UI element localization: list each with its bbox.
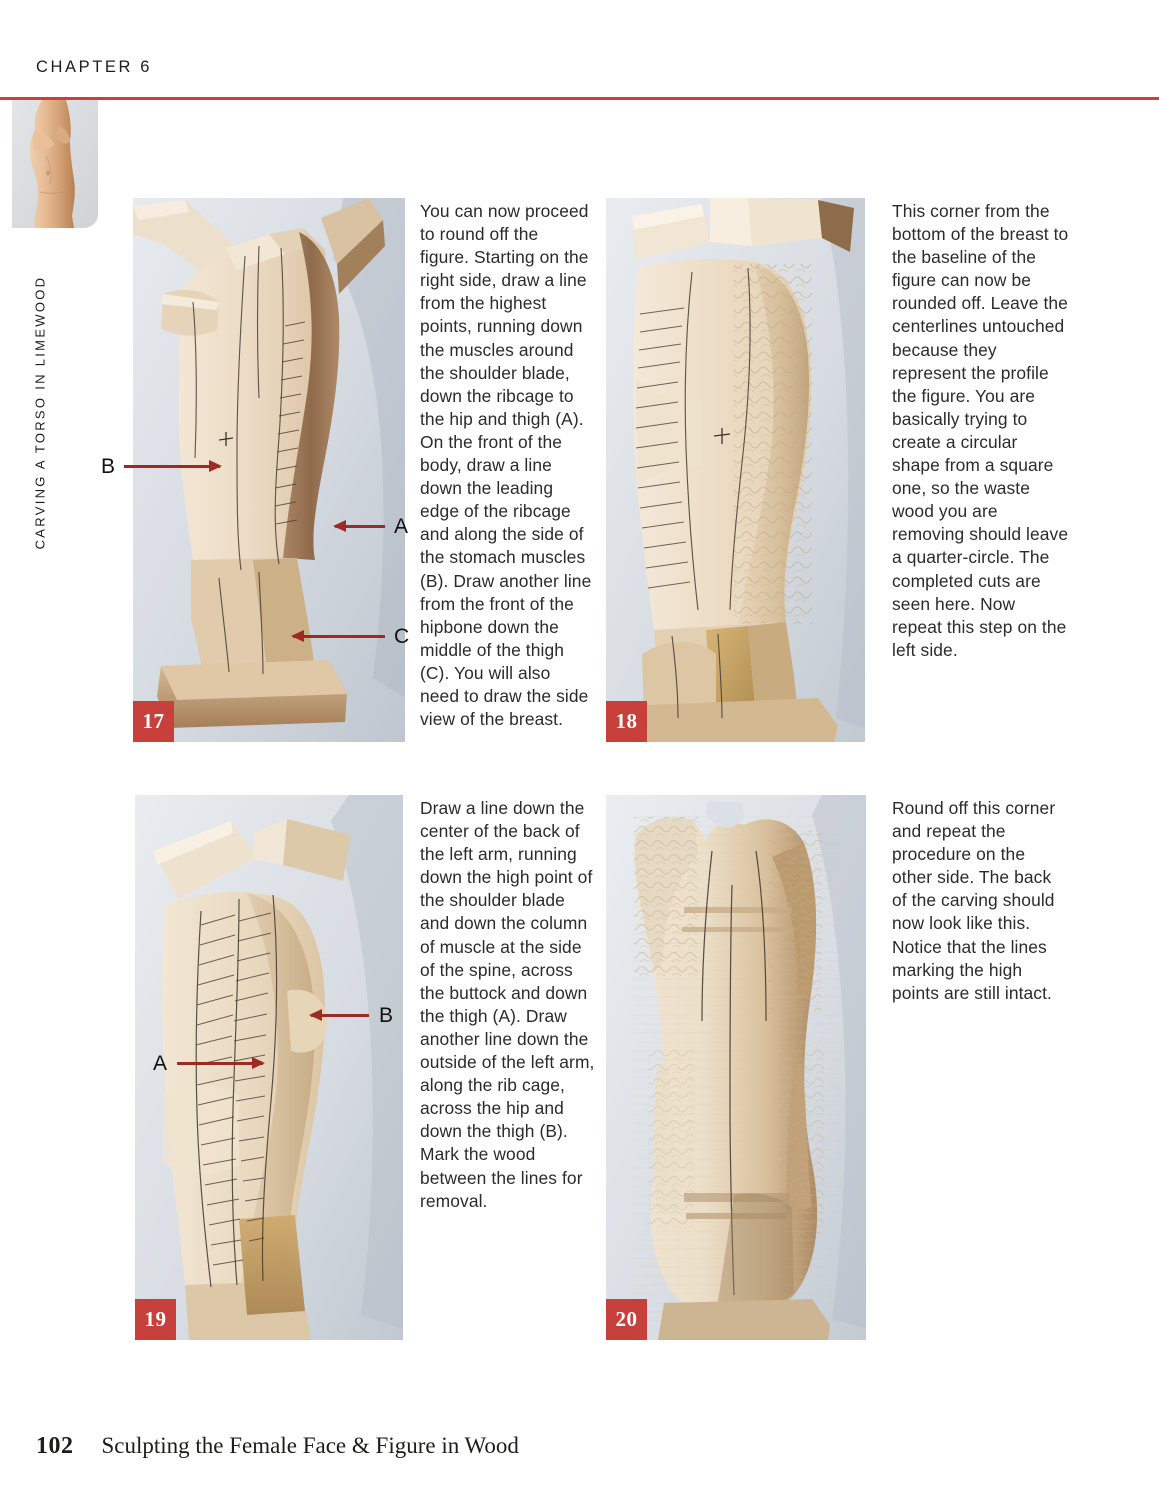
annotation-label: C [394, 625, 410, 648]
figure-20-photo [606, 795, 866, 1340]
annotation-label: A [153, 1052, 168, 1075]
annotation-b-figure-17 [101, 456, 220, 477]
figure-18 [606, 198, 865, 742]
book-title: Sculpting the Female Face & Figure in Wood [101, 1433, 519, 1458]
annotation-b-figure-19 [311, 1005, 393, 1026]
annotation-a-figure-17 [335, 516, 408, 537]
figure-number-badge: 17 [133, 701, 174, 742]
arrow-left-icon [335, 525, 385, 528]
header-rule [0, 97, 1159, 100]
arrow-left-icon [293, 635, 385, 638]
figure-18-caption: This corner from the bottom of the breast to the baseline of the figure can now be rounded off. Leave the centerlines untouched because they represent the profile the figure. You are basically trying to create a circular shape from a square one, so the waste wood you are removing should leave a quarter-circle. The completed cuts are seen here. Now repeat this step on the left side. [892, 201, 1069, 660]
annotation-a-figure-19 [153, 1053, 263, 1074]
annotation-label: B [379, 1004, 394, 1027]
figure-19-caption: Draw a line down the center of the back of the left arm, running down the high point of the shoulder blade and down the column of muscle at the side of the spine, across the buttock and down the thigh (A). Draw another line down the outside of the left arm, along the rib cage, across the hip and down the thigh (B). Mark the wood between the lines for removal. [420, 798, 595, 1211]
annotation-label: A [394, 515, 409, 538]
chapter-label: CHAPTER 6 [36, 58, 153, 76]
annotation-c-figure-17 [293, 626, 409, 647]
figure-20-caption: Round off this corner and repeat the procedure on the other side. The back of the carving should now look like this. Notice that the lines marking the high points are still intact. [892, 798, 1056, 1003]
arrow-left-icon [311, 1014, 369, 1017]
figure-18-photo [606, 198, 865, 742]
annotation-label: B [101, 455, 116, 478]
carved-female-torso-thumbnail [12, 100, 98, 228]
figure-17-caption: You can now proceed to round off the figure. Starting on the right side, draw a line from the highest points, running down the muscles around the shoulder blade, down the ribcage to the hip and thigh (A). On the front of the body, draw a line down the leading edge of the ribcage and along the side of the stomach muscles (B). Draw another line from the front of the hipbone down the middle of the thigh (C). You will also need to draw the side view of the breast. [420, 201, 592, 730]
running-title: CARVING A TORSO IN LIMEWOOD [32, 275, 48, 550]
arrow-right-icon [177, 1062, 263, 1065]
figure-17 [101, 198, 410, 742]
figure-19 [135, 795, 403, 1340]
page-footer [36, 1433, 519, 1460]
figure-number-badge: 20 [606, 1299, 647, 1340]
figure-number-badge: 18 [606, 701, 647, 742]
arrow-right-icon [124, 465, 220, 468]
figure-20 [606, 795, 866, 1340]
figure-number-badge: 19 [135, 1299, 176, 1340]
page-number: 102 [36, 1433, 74, 1459]
